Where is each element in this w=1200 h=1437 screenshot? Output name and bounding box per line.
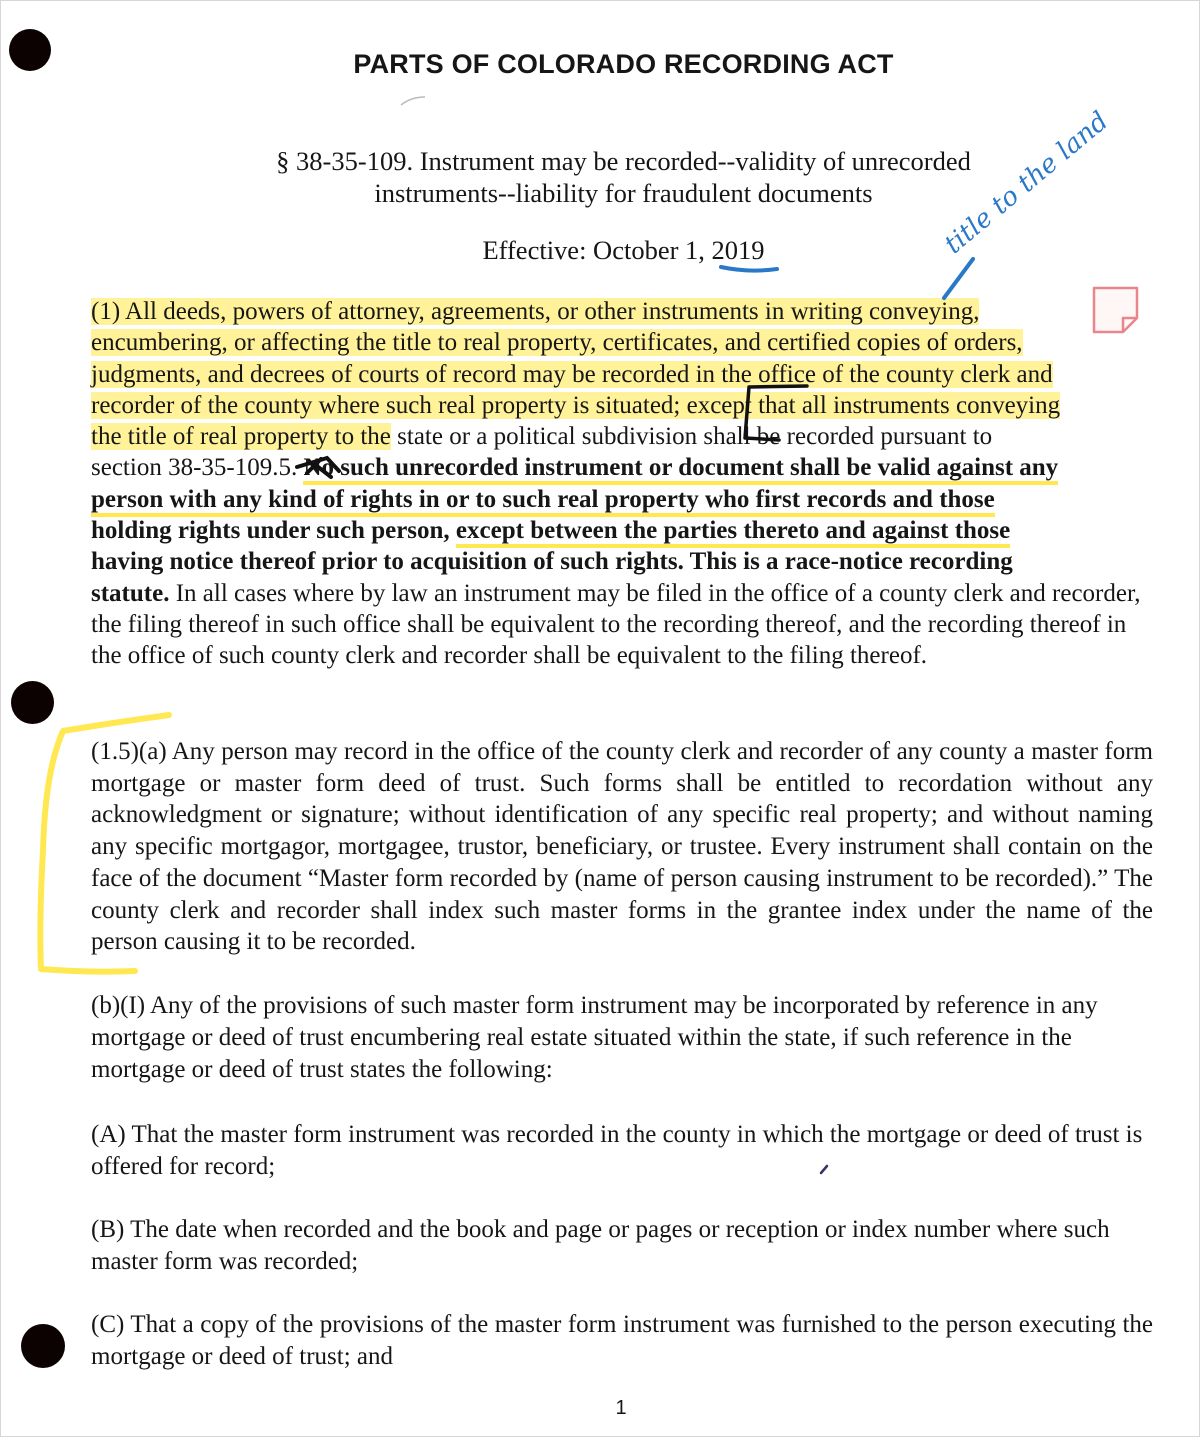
bold-text-2: having notice thereof prior to acquisition of such rights. This is a race-notice recording bbox=[91, 548, 1013, 576]
page-number: 1 bbox=[615, 1397, 627, 1419]
plain-text-1: state or a political subdivision shall be recorded pursuant to bbox=[390, 423, 993, 451]
plain-text-3: In all cases where by law an instrument may be filed in the office of a county clerk and recorder, the filing thereof in such office shall be equivalent to the recording thereof, and the recording thereof in the office of such county clerk and recorder shall be equivalent to the filing thereof. bbox=[91, 579, 1141, 670]
highlight-2: encumbering, or affecting the title to real property, certificates, and certified copies of orders, bbox=[91, 329, 1023, 357]
bold-text-3: statute. bbox=[91, 579, 170, 607]
highlight-5: the title of real property to the bbox=[91, 423, 391, 451]
punch-hole-bottom bbox=[21, 1324, 65, 1368]
section-heading-line-2: instruments--liability for fraudulent documents bbox=[374, 178, 873, 208]
paragraph-c: (C) That a copy of the provisions of the master form instrument was furnished to the person executing the mortgage or deed of trust; and bbox=[91, 1311, 1153, 1370]
blue-underline bbox=[721, 267, 777, 271]
paragraph-b-i: (b)(I) Any of the provisions of such master form instrument may be incorporated by reference in any mortgage or deed of trust encumbering real estate situated within the state, if such reference in the mortgage or deed of trust states the following: bbox=[91, 992, 1098, 1083]
plain-text-2: section 38-35-109.5. bbox=[91, 454, 304, 482]
paragraph-1-5-a: (1.5)(a) Any person may record in the office of the county clerk and recorder of any county a master form mortgage or master form deed of trust. Such forms shall be entitled to recordation without any acknowledgment or signature; without identification of any specific real property; and without naming any specific mortgagor, mortgagee, trustor, beneficiary, or trustee. Every instrument shall contain on the face of the document “Master form recorded by (name of person causing instrument to be recorded).” The county clerk and recorder shall index such master forms in the grantee index under the name of the person causing it to be recorded. bbox=[91, 738, 1153, 956]
handwritten-note: title to the land bbox=[939, 106, 1115, 260]
section-heading-line-1: § 38-35-109. Instrument may be recorded--validity of unrecorded bbox=[276, 146, 971, 176]
bold-highlight-1: No such unrecorded instrument or document shall be valid against any bbox=[303, 454, 1058, 485]
effective-date bbox=[1, 235, 1200, 266]
punch-hole-middle bbox=[11, 681, 54, 724]
effective-date-text: Effective: October 1, 2019 bbox=[482, 235, 765, 265]
bold-highlight-2: person with any kind of rights in or to such real property who first records and those bbox=[91, 486, 995, 517]
paragraph-b: (B) The date when recorded and the book and page or pages or reception or index number where such master form was recorded; bbox=[91, 1216, 1110, 1275]
highlight-1: (1) All deeds, powers of attorney, agreements, or other instruments in writing conveying, bbox=[91, 298, 980, 325]
highlight-4: recorder of the county where such real property is situated; except that all instruments conveying bbox=[91, 391, 1061, 419]
bold-text-1: holding rights under such person, bbox=[91, 517, 456, 545]
bold-highlight-3: except between the parties thereto and against those bbox=[456, 517, 1010, 548]
highlight-3: judgments, and decrees of courts of record may be recorded in the office of the county clerk and bbox=[91, 360, 1053, 388]
paragraph-1 bbox=[91, 296, 1153, 672]
paragraph-a: (A) That the master form instrument was recorded in the county in which the mortgage or deed of trust is offered for record; bbox=[91, 1121, 1143, 1180]
document-title: PARTS OF COLORADO RECORDING ACT bbox=[353, 49, 894, 79]
grey-pen-tick bbox=[401, 97, 425, 105]
